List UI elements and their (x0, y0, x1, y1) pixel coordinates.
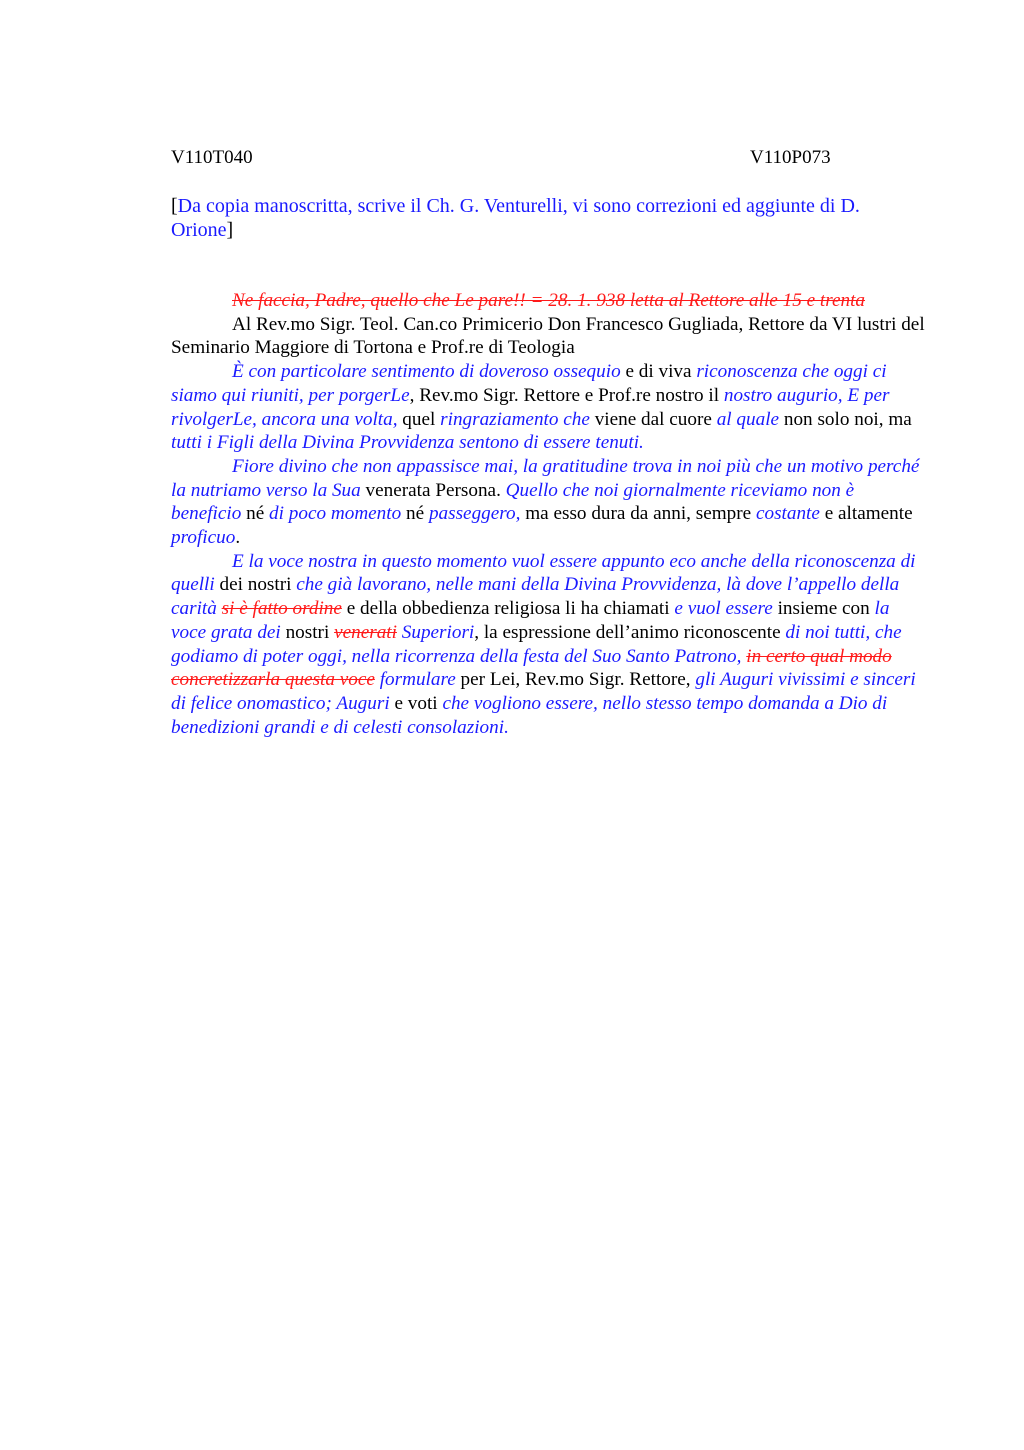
p3-segment: insieme con (772, 598, 875, 620)
p1-segment: quel (397, 408, 441, 430)
p2-segment: costante (755, 503, 820, 525)
p1-segment: al quale (716, 408, 780, 430)
p2-segment: di poco momento (269, 503, 402, 525)
code-left: V110T040 (171, 147, 253, 168)
source-note-close-bracket: ] (226, 218, 234, 241)
p3-segment: gli Auguri vivissimi e sinceri di felice onomastico; Auguri (171, 669, 916, 714)
p3-segment: di noi tutti, che godiamo di poter oggi, nella ricorrenza della festa del Suo Santo Patrono, (171, 621, 902, 667)
p3-segment: che vogliono essere, nello stesso tempo domanda a Dio di benedizioni grandi e di celesti consolazioni. (171, 692, 888, 738)
p1-segment: tutti i Figli della Divina Provvidenza sentono di essere tenuti. (171, 432, 644, 454)
p1-segment: nostro augurio, E per rivolgerLe, ancora una volta, (171, 384, 890, 430)
deleted-note (171, 289, 927, 313)
code-right: V110P073 (750, 147, 831, 168)
p1-segment: non solo noi, ma (779, 408, 912, 430)
document-codes (171, 147, 927, 171)
p2-segment: . (235, 527, 241, 549)
p2-segment: passeggero, (428, 503, 521, 525)
paragraph-3 (171, 550, 927, 740)
p1-segment: , Rev.mo Sigr. Rettore e Prof.re nostro il (409, 384, 724, 406)
p3-segment: che già lavorano, nelle mani della Divina Provvidenza, là dove l’appello della carità (171, 574, 900, 620)
p2-segment: proficuo (171, 527, 236, 549)
p3-segment: formulare (379, 669, 456, 691)
p1-segment: e di viva (620, 361, 697, 383)
p1-segment: ringraziamento che (440, 408, 590, 430)
p3-segment: e della obbedienza religiosa li ha chiamati (341, 598, 675, 620)
p1-segment: È con particolare sentimento di doveroso ossequio (232, 361, 621, 383)
p2-segment: né (241, 503, 270, 525)
p3-segment: E la voce nostra in questo momento vuol essere appunto eco anche della riconoscenza di quelli (171, 550, 916, 596)
p3-segment: nostri (280, 621, 335, 643)
p3-segment: e voti (389, 692, 443, 714)
address-text: Al Rev.mo Sigr. Teol. Can.co Primicerio Don Francesco Gugliada, Rettore da VI lustri del Seminario Maggiore di Tortona e Prof.re di Teologia (171, 313, 925, 359)
source-note-text: Da copia manoscritta, scrive il Ch. G. Venturelli, vi sono correzioni ed aggiunte di D. Orione (171, 195, 860, 241)
p3-segment: la voce grata dei (171, 598, 890, 643)
p1-segment: viene dal cuore (589, 408, 717, 430)
p2-segment: Fiore divino che non appassisce mai, la gratitudine trova in noi più che un motivo perché la nutriamo verso la Sua (171, 455, 920, 501)
p3-segment: , la espressione dell’animo riconoscente (474, 621, 786, 643)
source-note (171, 195, 901, 242)
p2-segment: né (401, 503, 429, 525)
p3-deleted-segment: si è fatto ordine (221, 598, 342, 620)
paragraph-1 (171, 360, 927, 455)
p2-segment: Quello che noi giornalmente riceviamo non è beneficio (171, 479, 855, 525)
p2-segment: ma esso dura da anni, sempre (520, 503, 756, 525)
p3-segment: e vuol essere (674, 598, 773, 620)
p3-segment: per Lei, Rev.mo Sigr. Rettore, (455, 669, 696, 691)
letter-body (171, 289, 927, 739)
p3-segment: Superiori (401, 621, 475, 643)
deleted-note-text: Ne faccia, Padre, quello che Le pare!! = 28. 1. 938 letta al Rettore alle 15 e trenta (232, 290, 866, 311)
p3-deleted-segment: in certo qual modo concretizzarla questa voce (171, 645, 892, 691)
p2-segment: e altamente (819, 503, 913, 525)
source-note-open-bracket: [ (171, 195, 178, 217)
p3-segment: dei nostri (214, 574, 297, 596)
address-paragraph (171, 313, 927, 360)
p3-deleted-segment: venerati (334, 621, 397, 643)
p2-segment: venerata Persona. (360, 479, 506, 501)
p1-segment: riconoscenza che oggi ci siamo qui riuniti, per porgerLe (171, 361, 887, 406)
paragraph-2 (171, 455, 927, 550)
